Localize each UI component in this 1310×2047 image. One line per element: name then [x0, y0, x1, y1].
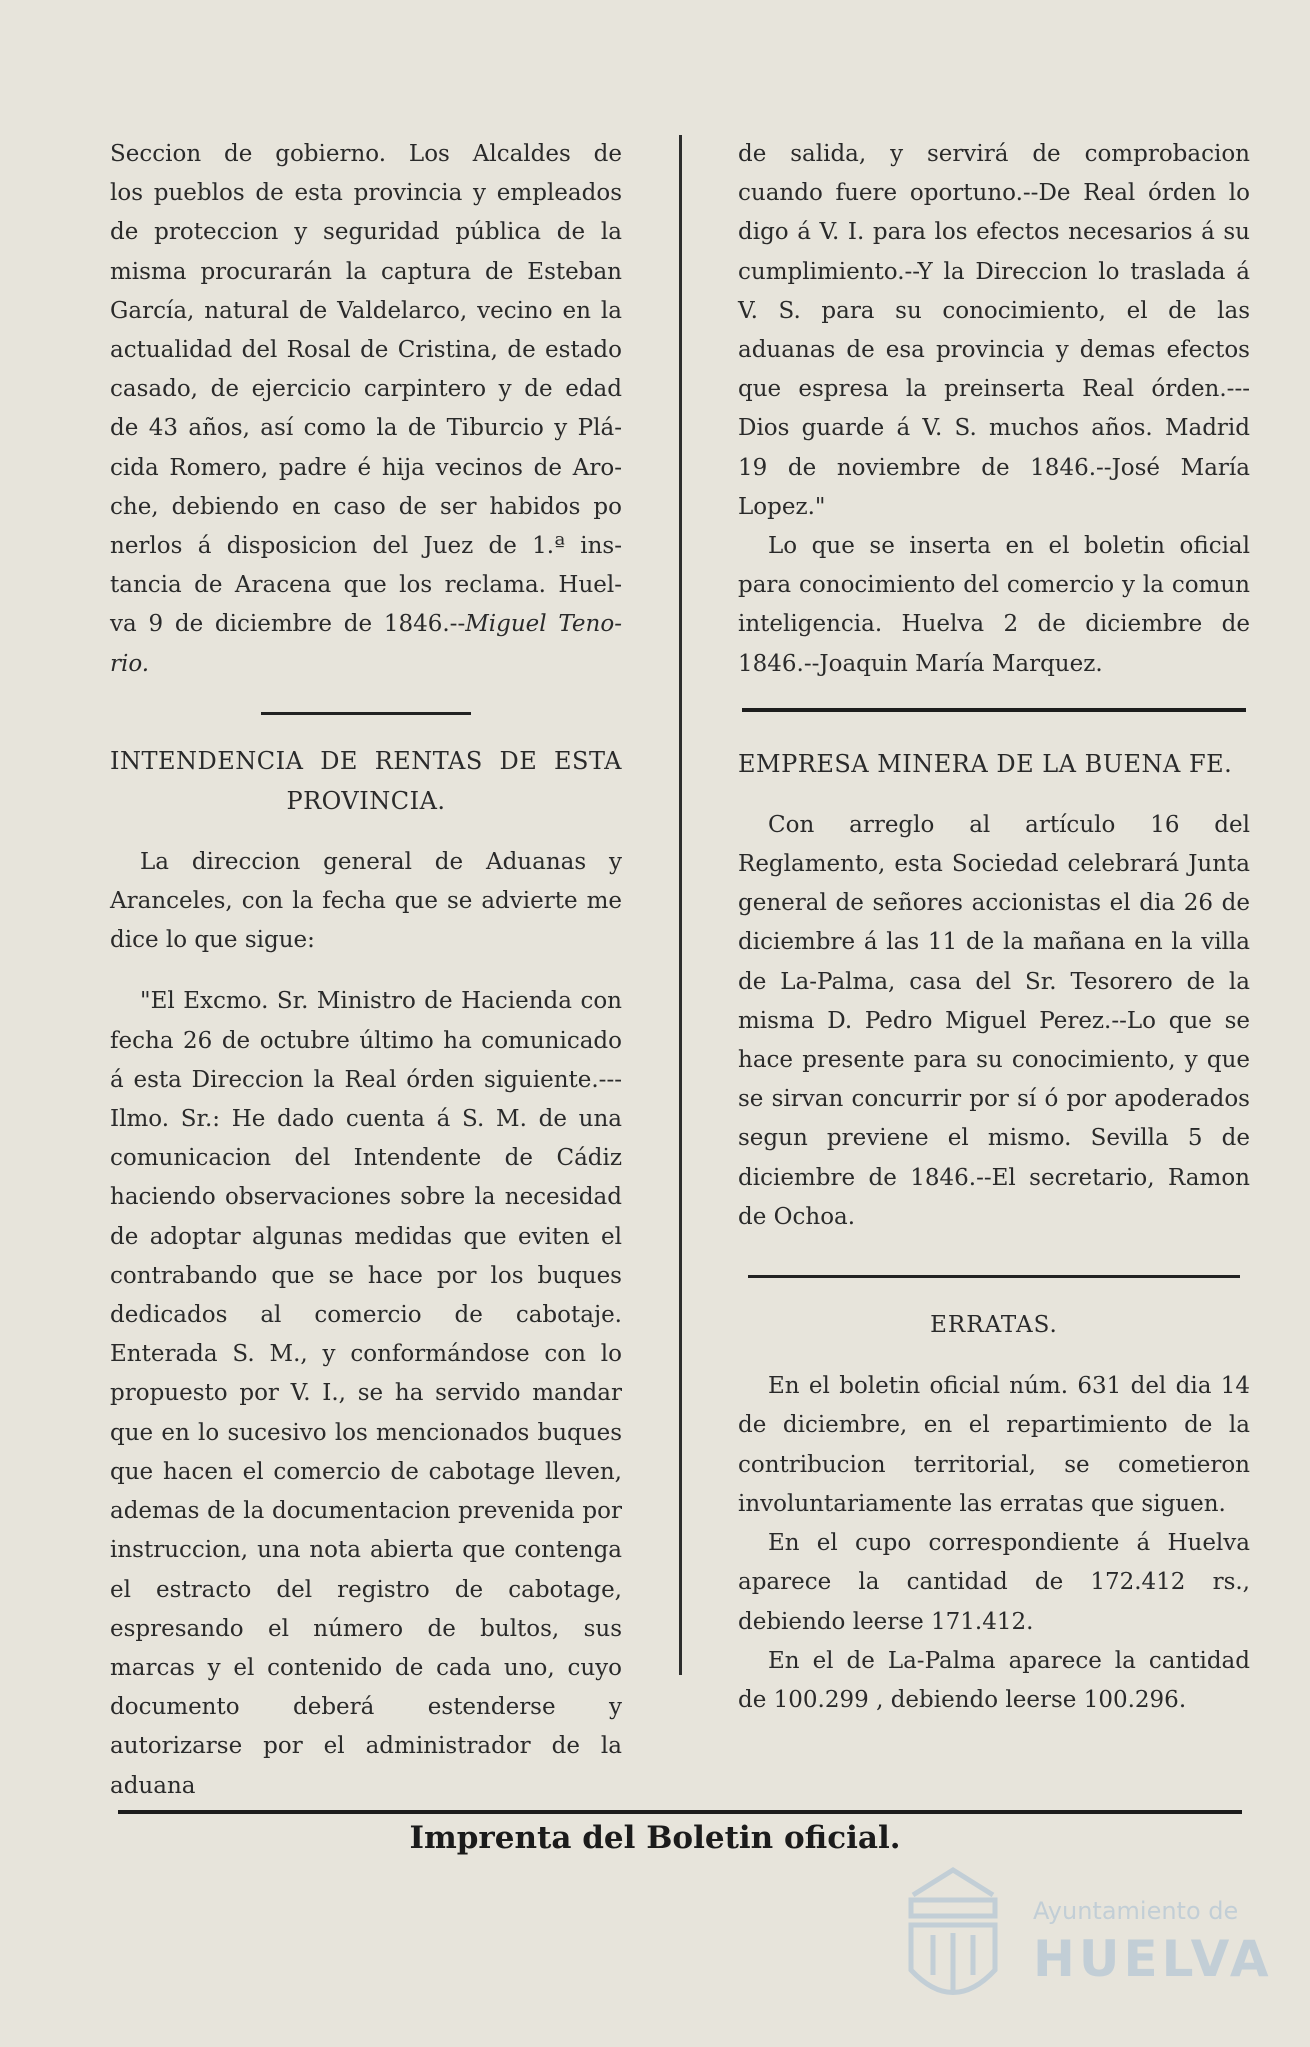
notice-line: che, debiendo en caso de ser habidos po	[110, 493, 622, 520]
intendencia-intro: La direccion general de Aduanas y Aranceles, con la fecha que se advierte me dice lo que sigue:	[110, 848, 622, 954]
insert-note: Lo que se inserta en el boletin oficial para conocimiento del comercio y la comun inteligencia. Huelva 2 de diciembre de 1846.--Joaquin María Marquez.	[738, 533, 1250, 677]
notice-line: los pueblos de esta provincia y empleados	[110, 180, 622, 207]
signature-name: Miguel Teno-	[465, 611, 622, 638]
column-divider	[679, 135, 682, 1675]
footer-rule	[118, 1810, 1242, 1814]
intendencia-title-line2: PROVINCIA.	[286, 786, 446, 815]
imprint-line: Imprenta del Boletin oficial.	[409, 1820, 901, 1856]
empresa-title: EMPRESA MINERA DE LA BUENA FE.	[738, 749, 1233, 778]
erratas-paragraph: En el de La-Palma aparece la cantidad de 100.299 , debiendo leerse 100.296.	[738, 1647, 1250, 1713]
notice-signature-end: rio.	[110, 650, 150, 677]
real-orden-continuation: de salida, y servirá de comprobacion cuando fuere oportuno.--De Real órden lo digo á V. I. para los efectos necesarios á su cumplimiento.--Y la Direccion lo traslada á V. S. para su conocimiento, el de las aduanas de esa provincia y demas efectos que espresa la preinserta Real órden.---Dios guarde á V. S. muchos años. Madrid 19 de noviembre de 1846.--José María Lopez."	[738, 141, 1250, 520]
watermark-line1: Ayuntamiento de	[1033, 1897, 1239, 1925]
erratas-paragraph: En el cupo correspondiente á Huelva aparece la cantidad de 172.412 rs., debiendo leerse 171.412.	[738, 1530, 1250, 1635]
intendencia-title: INTENDENCIA DE RENTAS DE ESTA	[110, 746, 622, 775]
right-column	[738, 135, 1250, 1720]
gobierno-notice	[110, 135, 622, 645]
section-divider	[261, 712, 471, 715]
notice-line: actualidad del Rosal de Cristina, de estado	[110, 337, 622, 364]
erratas-paragraph: En el boletin oficial núm. 631 del dia 14 de diciembre, en el repartimiento de la contribucion territorial, se cometieron involuntariamente las erratas que siguen.	[738, 1373, 1250, 1517]
left-column	[110, 135, 622, 1806]
real-orden-text: "El Excmo. Sr. Ministro de Hacienda con fecha 26 de octubre último ha comunicado á esta Direccion la Real órden siguiente.---Ilmo. Sr.: He dado cuenta á S. M. de una comunicacion del Intendente de Cádiz haciendo observaciones sobre la necesidad de adoptar algunas medidas que eviten el contrabando que se hace por los buques dedicados al comercio de cabotaje. Enterada S. M., y conformándose con lo propuesto por V. I., se ha servido mandar que en lo sucesivo los mencionados buques que hacen el comercio de cabotage lleven, ademas de la documentacion prevenida por instruccion, una nota abierta que contenga el estracto del registro de cabotage, espresando el número de bultos, sus marcas y el contenido de cada uno, cuyo documento deberá estenderse y autorizarse por el administrador de la aduana	[110, 988, 622, 1799]
section-divider	[742, 708, 1246, 712]
notice-line: tancia de Aracena que los reclama. Huel-	[110, 572, 622, 599]
notice-line: casado, de ejercicio carpintero y de edad	[110, 376, 622, 403]
notice-line: nerlos á disposicion del Juez de 1.ª ins-	[110, 533, 622, 560]
notice-line-signature: va 9 de diciembre de 1846.--Miguel Teno-	[110, 611, 622, 638]
notice-line: Seccion de gobierno. Los Alcaldes de	[110, 141, 622, 167]
notice-line: de proteccion y seguridad pública de la	[110, 219, 622, 246]
watermark-line2: HUELVA	[1033, 1930, 1273, 1988]
erratas-title: ERRATAS.	[930, 1312, 1058, 1339]
notice-line: cida Romero, padre é hija vecinos de Aro-	[110, 454, 622, 481]
crest-icon	[893, 1855, 1013, 2015]
section-divider	[748, 1275, 1240, 1278]
notice-line: misma procurarán la captura de Esteban	[110, 258, 622, 285]
watermark	[893, 1855, 1273, 2015]
notice-line: García, natural de Valdelarco, vecino en la	[110, 297, 622, 324]
notice-line: de 43 años, así como la de Tiburcio y Plá-	[110, 415, 622, 442]
empresa-text: Con arreglo al artículo 16 del Reglamento, esta Sociedad celebrará Junta general de señores accionistas el dia 26 de diciembre á las 11 de la mañana en la villa de La-Palma, casa del Sr. Tesorero de la misma D. Pedro Miguel Perez.--Lo que se hace presente para su conocimiento, y que se sirvan concurrir por sí ó por apoderados segun previene el mismo. Sevilla 5 de diciembre de 1846.--El secretario, Ramon de Ochoa.	[738, 811, 1250, 1230]
